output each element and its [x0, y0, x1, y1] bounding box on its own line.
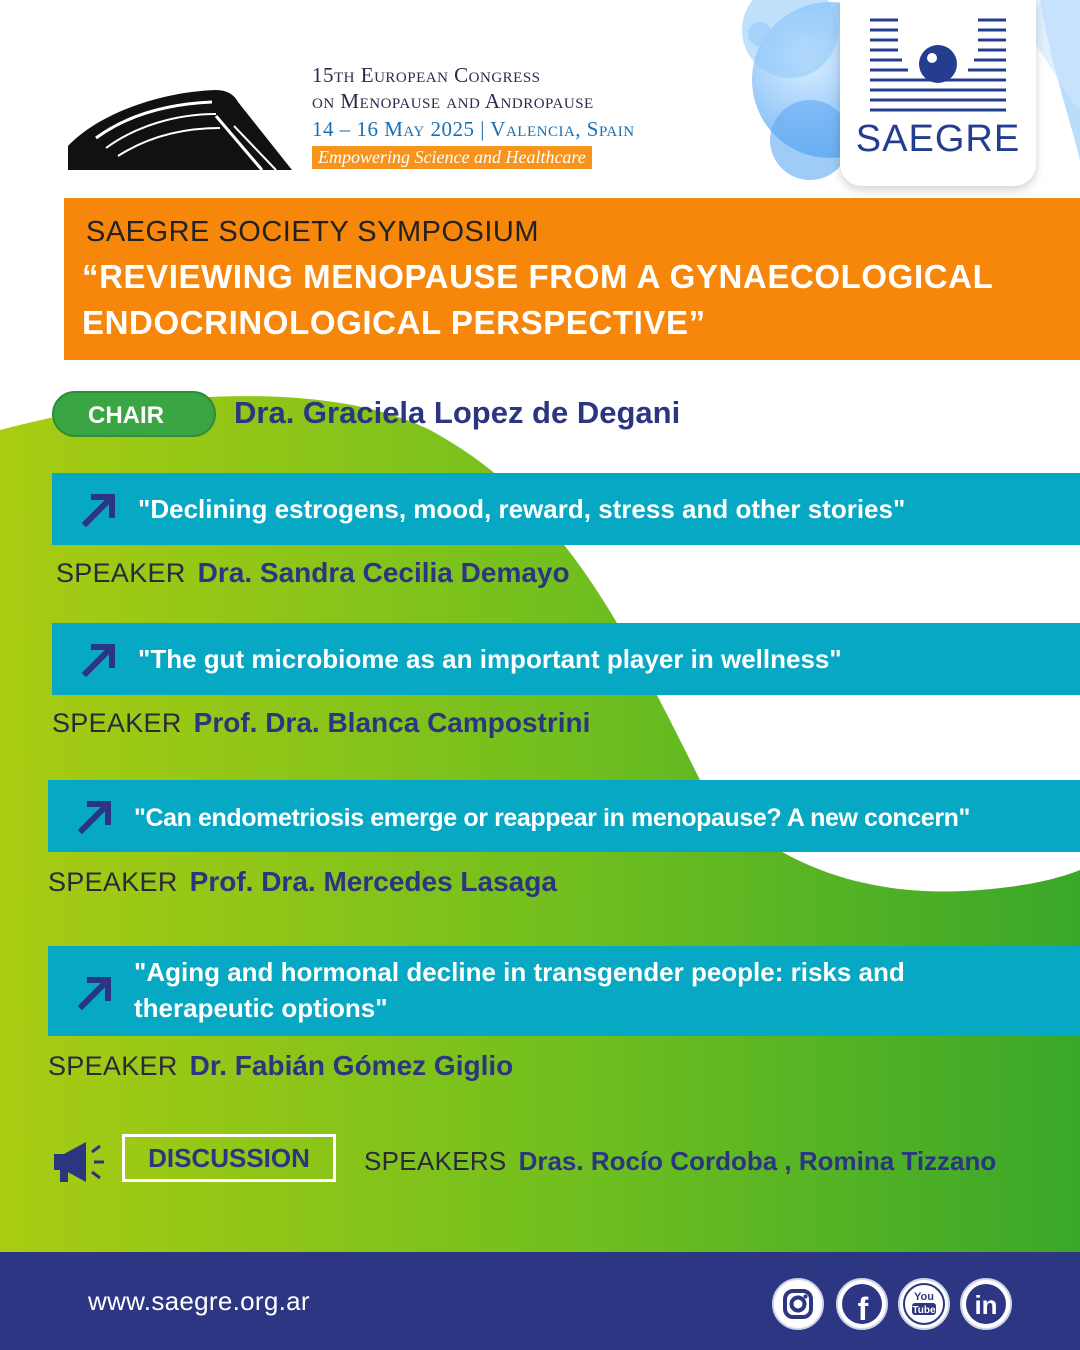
instagram-icon[interactable]	[772, 1278, 824, 1330]
megaphone-icon	[50, 1140, 108, 1184]
saegre-logo-text: SAEGRE	[855, 118, 1021, 160]
discussion-speakers	[364, 1146, 996, 1177]
congress-building-logo	[66, 86, 294, 172]
talk-title: "Declining estrogens, mood, reward, stress and other stories"	[138, 494, 906, 524]
youtube-text-bottom: Tube	[912, 1305, 936, 1316]
saegre-eye-icon	[868, 16, 1008, 116]
arrow-up-right-icon	[82, 641, 118, 677]
congress-dates-location: 14 – 16 May 2025 | Valencia, Spain	[312, 117, 635, 141]
chair-name: Dra. Graciela Lopez de Degani	[234, 395, 681, 430]
speaker-name: Dr. Fabián Gómez Giglio	[189, 1050, 514, 1081]
speaker-label: SPEAKER	[56, 558, 186, 588]
talk-2	[52, 623, 1080, 695]
linkedin-icon[interactable]	[960, 1278, 1012, 1330]
symposium-banner	[64, 198, 1080, 360]
arrow-up-right-icon	[82, 491, 118, 527]
talk-title-line1: "Aging and hormonal decline in transgender people: risks and	[134, 957, 905, 987]
speaker-label: SPEAKER	[52, 708, 182, 738]
saegre-logo	[840, 0, 1036, 186]
facebook-icon[interactable]	[836, 1278, 888, 1330]
arrow-up-right-icon	[78, 798, 114, 834]
speaker-label: SPEAKER	[48, 867, 178, 897]
linkedin-letters: in	[974, 1290, 998, 1320]
discussion-box: DISCUSSION	[122, 1134, 336, 1182]
talk-3	[48, 780, 1080, 852]
chair-badge: CHAIR	[52, 391, 216, 437]
arrow-up-right-icon	[78, 974, 114, 1010]
speaker-row	[48, 1050, 513, 1082]
speakers-label: SPEAKERS	[364, 1146, 507, 1176]
speaker-row	[48, 866, 557, 898]
talk-1	[52, 473, 1080, 545]
youtube-icon[interactable]	[898, 1278, 950, 1330]
congress-title: 15th European Congress	[312, 63, 541, 87]
youtube-text-top: You	[914, 1291, 934, 1303]
symposium-subtitle: SAEGRE SOCIETY SYMPOSIUM	[86, 216, 540, 248]
speaker-name: Prof. Dra. Mercedes Lasaga	[189, 866, 557, 897]
speaker-name: Dra. Sandra Cecilia Demayo	[197, 557, 570, 588]
speaker-row	[56, 557, 570, 589]
talk-title: "Can endometriosis emerge or reappear in menopause? A new concern"	[134, 804, 970, 832]
talk-title: "The gut microbiome as an important player in wellness"	[138, 644, 842, 674]
talk-4	[48, 946, 1080, 1036]
website-link[interactable]: www.saegre.org.ar	[88, 1286, 310, 1316]
congress-tagline: Empowering Science and Healthcare	[312, 146, 592, 169]
talk-title-line2: therapeutic options"	[134, 993, 388, 1023]
symposium-title: “REVIEWING MENOPAUSE FROM A GYNAECOLOGICAL ENDOCRINOLOGICAL PERSPECTIVE”	[82, 258, 993, 341]
congress-info	[312, 62, 672, 169]
footer	[0, 1252, 1080, 1350]
speakers-names: Dras. Rocío Cordoba , Romina Tizzano	[518, 1146, 997, 1176]
speaker-name: Prof. Dra. Blanca Campostrini	[193, 707, 591, 738]
speaker-row	[52, 707, 590, 739]
speaker-label: SPEAKER	[48, 1051, 178, 1081]
facebook-letter: f	[857, 1291, 869, 1327]
congress-subtitle: on Menopause and Andropause	[312, 89, 594, 113]
